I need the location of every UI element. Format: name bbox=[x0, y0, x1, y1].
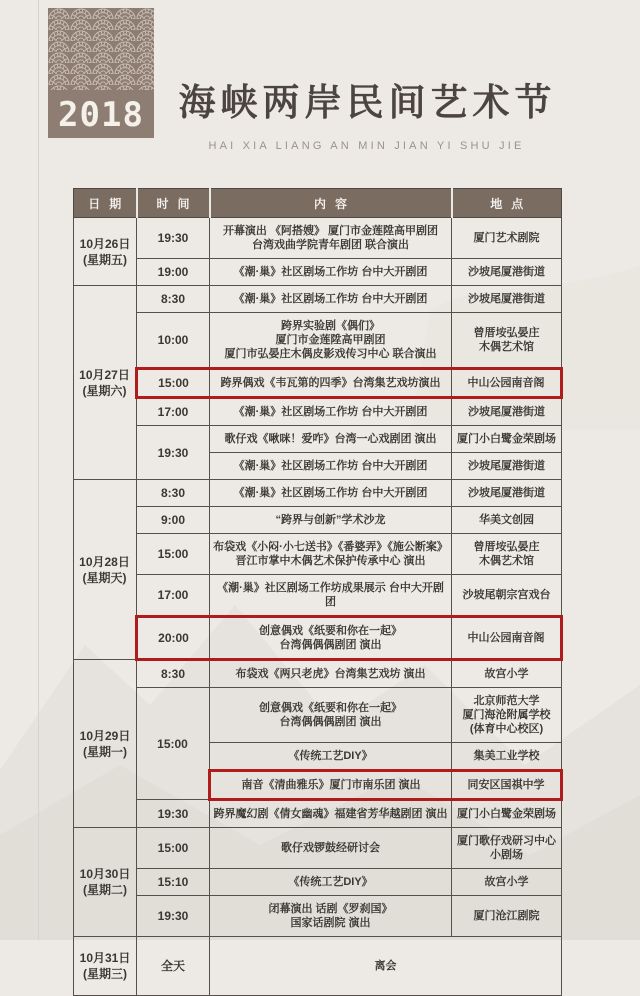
header bbox=[150, 72, 580, 152]
content-cell: 跨界魔幻剧《倩女幽魂》福建省芳华越剧团 演出 bbox=[210, 800, 452, 828]
content-cell: 《潮·巢》社区剧场工作坊 台中大开剧团 bbox=[210, 398, 452, 426]
time-cell: 15:00 bbox=[137, 688, 210, 800]
time-cell: 20:00 bbox=[137, 617, 210, 660]
table-row bbox=[74, 617, 562, 660]
content-cell: 《潮·巢》社区剧场工作坊成果展示 台中大开剧团 bbox=[210, 575, 452, 617]
location-cell: 北京师范大学 厦门海沧附属学校 (体育中心校区) bbox=[452, 688, 562, 743]
table-row bbox=[74, 426, 562, 453]
time-cell: 全天 bbox=[137, 937, 210, 996]
location-cell: 中山公园南音阁 bbox=[452, 617, 562, 660]
content-cell: 《潮·巢》社区剧场工作坊 台中大开剧团 bbox=[210, 480, 452, 507]
content-cell: 创意偶戏《纸要和你在一起》 台湾偶偶偶剧团 演出 bbox=[210, 617, 452, 660]
time-cell: 15:00 bbox=[137, 534, 210, 575]
location-cell: 厦门小白鹭金荣剧场 bbox=[452, 800, 562, 828]
table-row bbox=[74, 369, 562, 398]
schedule-table bbox=[73, 188, 563, 996]
location-cell: 沙坡尾朝宗宫戏台 bbox=[452, 575, 562, 617]
table-row bbox=[74, 398, 562, 426]
location-cell: 厦门小白鹭金荣剧场 bbox=[452, 426, 562, 453]
time-cell: 8:30 bbox=[137, 286, 210, 313]
location-cell: 故宫小学 bbox=[452, 869, 562, 896]
content-cell: 跨界实验剧《偶们》 厦门市金莲陞高甲剧团 厦门市弘晏庄木偶皮影戏传习中心 联合演出 bbox=[210, 313, 452, 369]
table-row bbox=[74, 869, 562, 896]
content-cell: 闭幕演出 话剧《罗刹国》 国家话剧院 演出 bbox=[210, 896, 452, 937]
location-cell: 集美工业学校 bbox=[452, 743, 562, 771]
table-row bbox=[74, 534, 562, 575]
table-header-row bbox=[74, 189, 562, 218]
location-cell: 厦门沧江剧院 bbox=[452, 896, 562, 937]
content-cell: 《传统工艺DIY》 bbox=[210, 869, 452, 896]
table-row bbox=[74, 218, 562, 259]
time-cell: 19:30 bbox=[137, 218, 210, 259]
content-cell: 歌仔戏锣鼓经研讨会 bbox=[210, 828, 452, 869]
location-cell: 沙坡尾厦港街道 bbox=[452, 259, 562, 286]
table-row bbox=[74, 828, 562, 869]
wave-pattern-icon bbox=[48, 8, 154, 90]
page-subtitle: HAI XIA LIANG AN MIN JIAN YI SHU JIE bbox=[208, 140, 525, 152]
time-cell: 15:00 bbox=[137, 369, 210, 398]
location-cell: 曾厝垵弘晏庄 木偶艺术馆 bbox=[452, 313, 562, 369]
table-row bbox=[74, 286, 562, 313]
column-header-location: 地点 bbox=[452, 189, 562, 218]
time-cell: 17:00 bbox=[137, 398, 210, 426]
time-cell: 10:00 bbox=[137, 313, 210, 369]
table-row bbox=[74, 937, 562, 996]
content-cell: “跨界与创新”学术沙龙 bbox=[210, 507, 452, 534]
table-row bbox=[74, 313, 562, 369]
content-cell: 创意偶戏《纸要和你在一起》 台湾偶偶偶剧团 演出 bbox=[210, 688, 452, 743]
location-cell: 厦门艺术剧院 bbox=[452, 218, 562, 259]
location-cell: 曾厝垵弘晏庄 木偶艺术馆 bbox=[452, 534, 562, 575]
date-cell: 10月31日 (星期三) bbox=[74, 937, 137, 996]
fold-line bbox=[38, 0, 39, 940]
content-cell: 《潮·巢》社区剧场工作坊 台中大开剧团 bbox=[210, 259, 452, 286]
date-cell: 10月28日 (星期天) bbox=[74, 480, 137, 660]
content-cell: 跨界偶戏《韦瓦第的四季》台湾集艺戏坊演出 bbox=[210, 369, 452, 398]
time-cell: 17:00 bbox=[137, 575, 210, 617]
time-cell: 15:00 bbox=[137, 828, 210, 869]
location-cell: 中山公园南音阁 bbox=[452, 369, 562, 398]
content-cell: 布袋戏《小闷·小七送书》《番婆弄》《施公断案》 晋江市掌中木偶艺术保护传承中心 演出 bbox=[210, 534, 452, 575]
content-cell: 歌仔戏《啾咪！爱咋》台湾一心戏剧团 演出 bbox=[210, 426, 452, 453]
content-cell: 离会 bbox=[210, 937, 562, 996]
location-cell: 故宫小学 bbox=[452, 660, 562, 688]
time-cell: 15:10 bbox=[137, 869, 210, 896]
content-cell: 《潮·巢》社区剧场工作坊 台中大开剧团 bbox=[210, 453, 452, 480]
date-cell: 10月30日 (星期二) bbox=[74, 828, 137, 937]
table-row bbox=[74, 896, 562, 937]
table-row bbox=[74, 800, 562, 828]
location-cell: 沙坡尾厦港街道 bbox=[452, 398, 562, 426]
table-row bbox=[74, 688, 562, 743]
table-row bbox=[74, 480, 562, 507]
festival-logo bbox=[48, 8, 154, 138]
date-cell: 10月27日 (星期六) bbox=[74, 286, 137, 480]
date-cell: 10月26日 (星期五) bbox=[74, 218, 137, 286]
column-header-content: 内容 bbox=[210, 189, 452, 218]
page-title: 海峡两岸民间艺术节 bbox=[178, 83, 557, 124]
content-cell: 《传统工艺DIY》 bbox=[210, 743, 452, 771]
table-row bbox=[74, 259, 562, 286]
time-cell: 19:30 bbox=[137, 426, 210, 480]
content-cell: 布袋戏《两只老虎》台湾集艺戏坊 演出 bbox=[210, 660, 452, 688]
time-cell: 19:00 bbox=[137, 259, 210, 286]
location-cell: 同安区国祺中学 bbox=[452, 771, 562, 800]
content-cell: 南音《清曲雅乐》厦门市南乐团 演出 bbox=[210, 771, 452, 800]
time-cell: 19:30 bbox=[137, 800, 210, 828]
content-cell: 《潮·巢》社区剧场工作坊 台中大开剧团 bbox=[210, 286, 452, 313]
column-header-time: 时间 bbox=[137, 189, 210, 218]
location-cell: 沙坡尾厦港街道 bbox=[452, 453, 562, 480]
content-cell: 开幕演出 《阿搭嫂》 厦门市金莲陞高甲剧团 台湾戏曲学院青年剧团 联合演出 bbox=[210, 218, 452, 259]
time-cell: 19:30 bbox=[137, 896, 210, 937]
column-header-date: 日期 bbox=[74, 189, 137, 218]
logo-year: 2018 bbox=[58, 95, 144, 135]
location-cell: 华美文创园 bbox=[452, 507, 562, 534]
location-cell: 厦门歌仔戏研习中心 小剧场 bbox=[452, 828, 562, 869]
schedule-body bbox=[74, 218, 562, 996]
time-cell: 9:00 bbox=[137, 507, 210, 534]
table-row bbox=[74, 507, 562, 534]
time-cell: 8:30 bbox=[137, 480, 210, 507]
table-row bbox=[74, 660, 562, 688]
location-cell: 沙坡尾厦港街道 bbox=[452, 286, 562, 313]
date-cell: 10月29日 (星期一) bbox=[74, 660, 137, 828]
table-row bbox=[74, 575, 562, 617]
location-cell: 沙坡尾厦港街道 bbox=[452, 480, 562, 507]
time-cell: 8:30 bbox=[137, 660, 210, 688]
